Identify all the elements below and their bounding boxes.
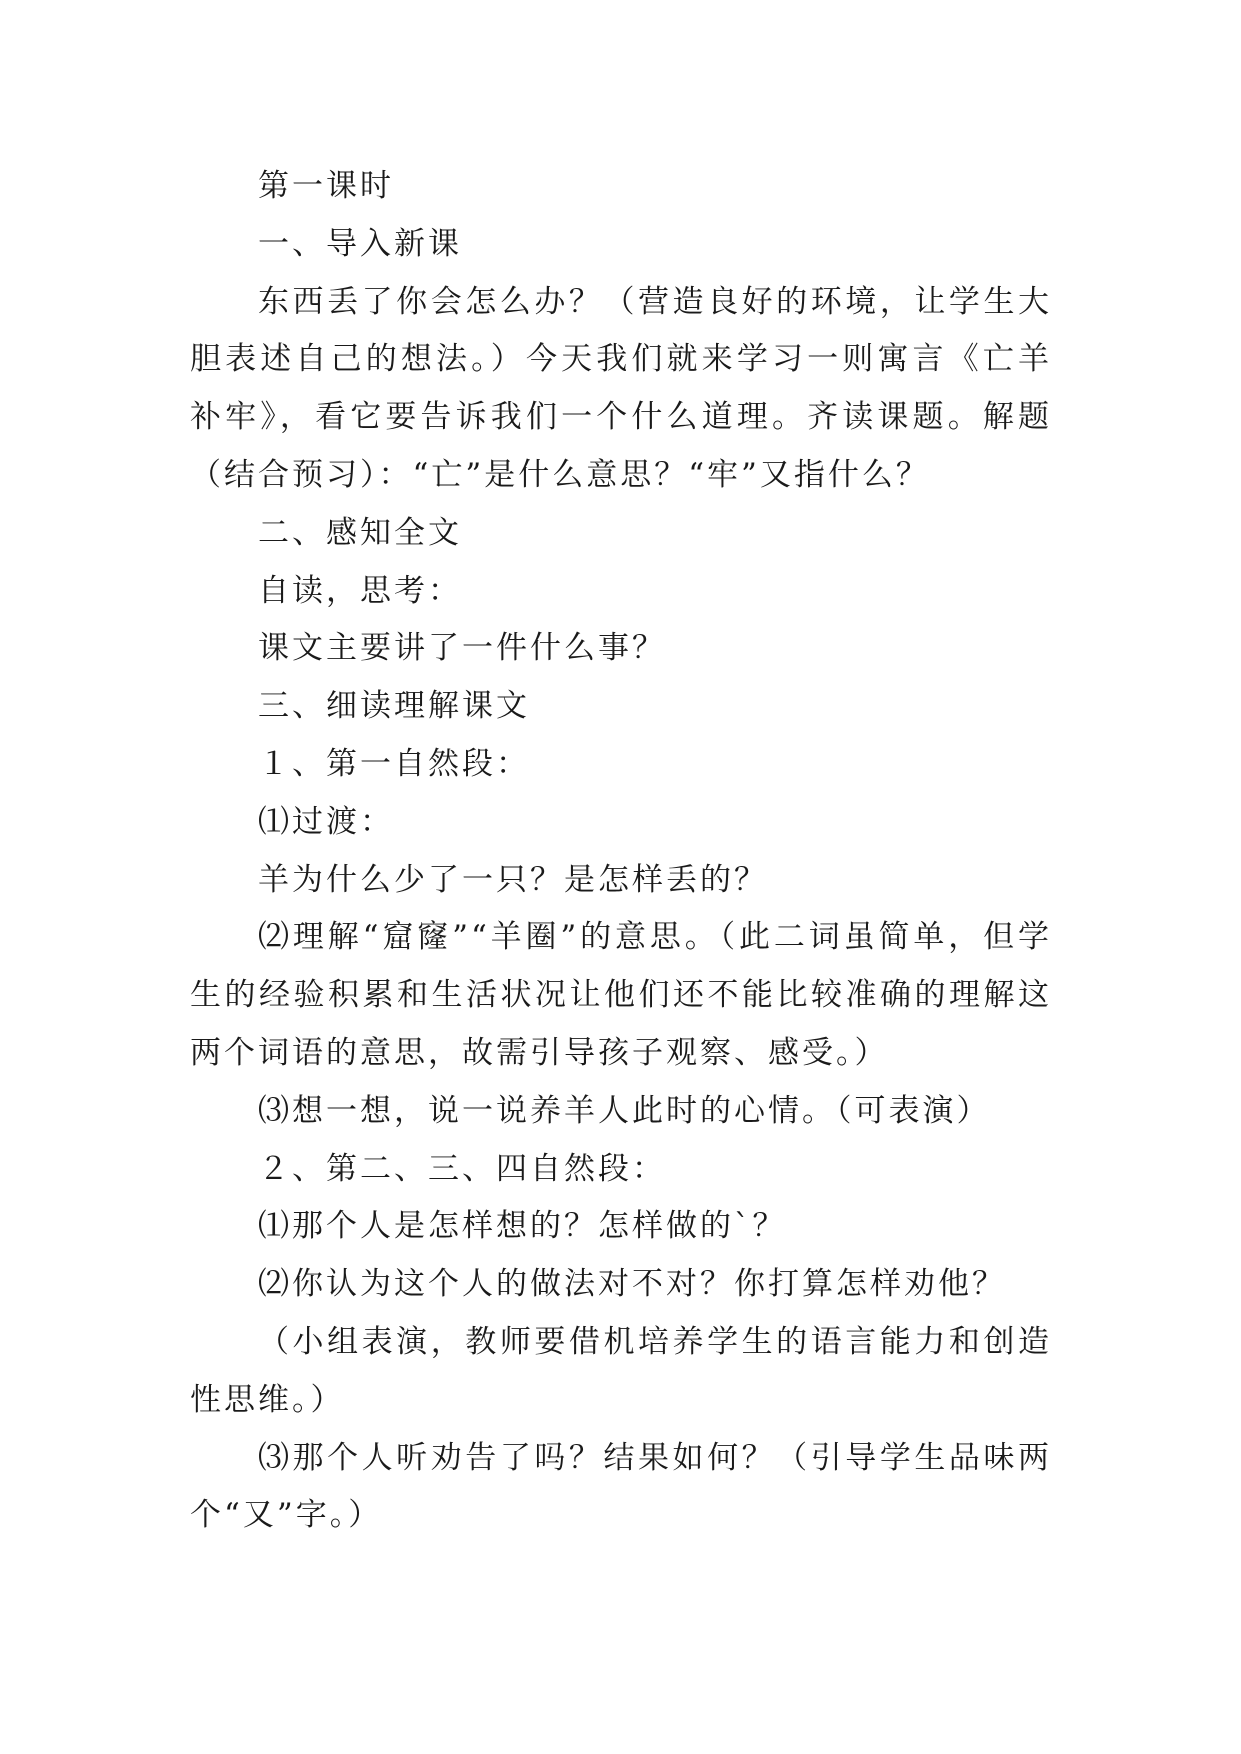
item-how-think: ⑴那个人是怎样想的？怎样做的`？ <box>258 1208 787 1245</box>
section-heading-overview: 二、感知全文 <box>258 514 462 551</box>
paragraph-group-performance: （小组表演，教师要借机培养学生的语言能力和创造性思维。） <box>190 1323 1052 1418</box>
lesson-period-heading: 第一课时 <box>258 168 394 204</box>
subsection-first-paragraph: １、第一自然段： <box>258 745 530 782</box>
section-heading-detail: 三、细读理解课文 <box>258 688 530 725</box>
item-understand-words: ⑵理解“窟窿”“羊圈”的意思。（此二词虽简单，但学生的经验积累和生活状况让他们还不能比较准确的理解这两个词语的意思，故需引导孩子观察、感受。） <box>190 919 1052 1071</box>
subsection-second-to-fourth: ２、第二、三、四自然段： <box>258 1150 666 1187</box>
section-heading-intro: 一、导入新课 <box>258 225 462 262</box>
item-transition: ⑴过渡： <box>258 803 394 840</box>
item-think-feeling: ⑶想一想，说一说养羊人此时的心情。（可表演） <box>258 1092 991 1129</box>
paragraph-self-read: 自读，思考： <box>258 572 462 609</box>
paragraph-intro: 东西丢了你会怎么办？（营造良好的环境，让学生大胆表述自己的想法。）今天我们就来学习一则寓言《亡羊补牢》，看它要告诉我们一个什么道理。齐读课题。解题（结合预习）：“亡”是什么意思？“牢”又指什么？ <box>190 283 1052 493</box>
document-body <box>190 158 1052 1545</box>
paragraph-question-main: 课文主要讲了一件什么事？ <box>258 630 666 667</box>
item-right-or-wrong: ⑵你认为这个人的做法对不对？你打算怎样劝他？ <box>258 1266 1006 1303</box>
item-listen-advice: ⑶那个人听劝告了吗？结果如何？（引导学生品味两个“又”字。） <box>190 1439 1052 1534</box>
paragraph-sheep-question: 羊为什么少了一只？是怎样丢的？ <box>258 861 768 898</box>
